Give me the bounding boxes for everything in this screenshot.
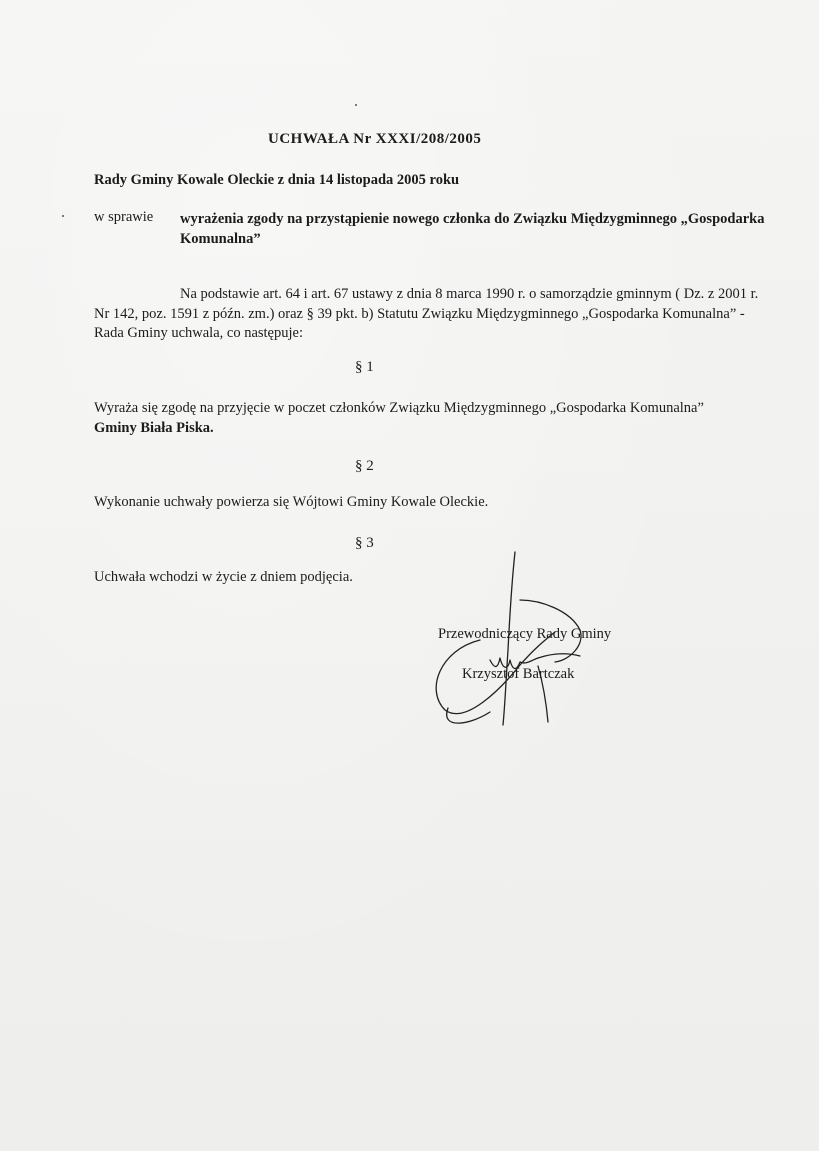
section-1-bold: Gminy Biała Piska. <box>94 420 214 436</box>
section-mark-2: § 2 <box>355 458 374 474</box>
signatory-name: Krzysztof Bartczak <box>462 666 575 682</box>
scan-speck <box>355 104 357 106</box>
section-3-text: Uchwała wchodzi w życie z dniem podjęcia. <box>94 569 353 585</box>
section-1-plain: Wyraża się zgodę na przyjęcie w poczet członków Związku Międzygminnego „Gospodarka Komunalna” <box>94 400 704 416</box>
section-1-text <box>94 398 734 438</box>
subject-text: wyrażenia zgody na przystąpienie nowego członka do Związku Międzygminnego „Gospodarka Komunalna” <box>180 211 765 247</box>
section-mark-1: § 1 <box>355 359 374 375</box>
handwritten-signature <box>420 540 620 740</box>
signatory-role: Przewodniczący Rady Gminy <box>438 626 612 642</box>
subject-label: w sprawie <box>94 209 154 225</box>
scan-speck <box>62 215 64 217</box>
section-2-text: Wykonanie uchwały powierza się Wójtowi Gminy Kowale Oleckie. <box>94 494 489 510</box>
resolution-subtitle: Rady Gminy Kowale Oleckie z dnia 14 listopada 2005 roku <box>94 172 460 188</box>
legal-basis-text: Na podstawie art. 64 i art. 67 ustawy z dnia 8 marca 1990 r. o samorządzie gminnym ( Dz. z 2001 r. Nr 142, poz. 1591 z późn. zm.) oraz § 39 pkt. b) Statutu Związku Międzygminnego „Gospodarka Komunalna” - Rada Gminy uchwala, co następuje: <box>94 286 759 341</box>
section-mark-3: § 3 <box>355 535 374 551</box>
legal-basis <box>94 285 764 344</box>
resolution-title: UCHWAŁA Nr XXXI/208/2005 <box>268 131 482 147</box>
